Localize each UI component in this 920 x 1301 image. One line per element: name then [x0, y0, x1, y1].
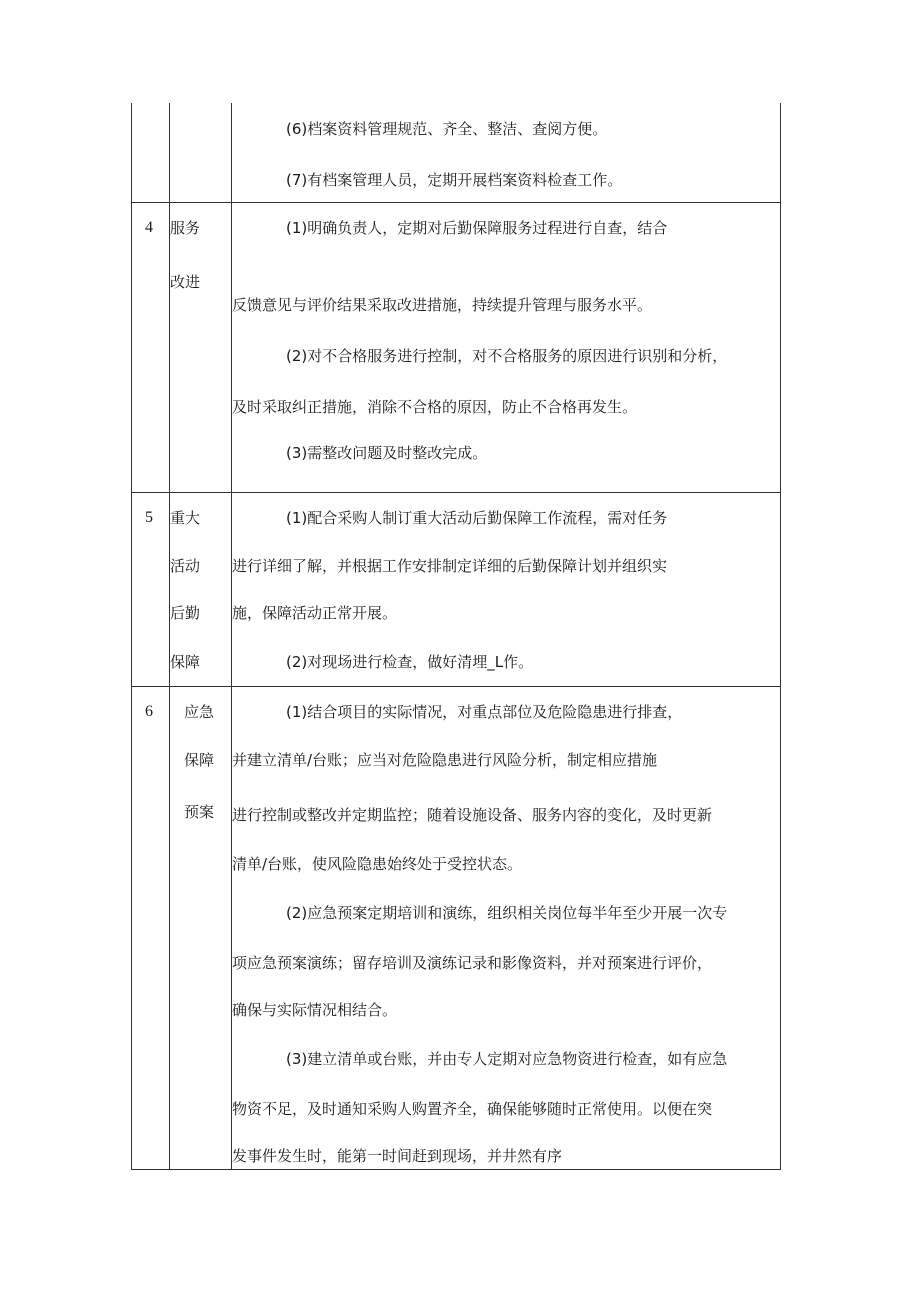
row-4-title-line-2: 改进 [170, 273, 201, 291]
row-6-line-8: (3)建立清单或台账，并由专人定期对应急物资进行检查，如有应急 [286, 1050, 728, 1068]
row-5-line-1: (1)配合采购人制订重大活动后勤保障工作流程，需对任务 [286, 509, 668, 527]
row-6-line-10: 发事件发生时，能第一时间赶到现场，并井然有序 [232, 1147, 563, 1165]
row-5-line-2: 进行详细了解，并根据工作安排制定详细的后勤保障计划并组织实 [232, 557, 668, 575]
row-4-line-2: 反馈意见与评价结果采取改进措施，持续提升管理与服务水平。 [232, 296, 653, 314]
row-6-line-3: 进行控制或整改并定期监控；随着设施设备、服务内容的变化，及时更新 [232, 806, 713, 824]
row-divider [132, 686, 780, 687]
row-continued-item-6: (6)档案资料管理规范、齐全、整洁、查阅方便。 [286, 120, 608, 138]
row-5-title-line-4: 保障 [170, 653, 201, 671]
row-4-number: 4 [145, 219, 153, 236]
row-6-line-6: 项应急预案演练；留存培训及演练记录和影像资料，并对预案进行评价， [232, 954, 713, 972]
row-5-line-3: 施，保障活动正常开展。 [232, 604, 398, 622]
row-6-line-4: 清单/台账，使风险隐患始终处于受控状态。 [232, 855, 523, 873]
row-4-line-1: (1)明确负责人，定期对后勤保障服务过程进行自查，结合 [286, 219, 668, 237]
row-5-title-line-1: 重大 [170, 509, 201, 527]
row-4-line-3: (2)对不合格服务进行控制，对不合格服务的原因进行识别和分析， [286, 347, 728, 365]
row-6-line-9: 物资不足，及时通知采购人购置齐全，确保能够随时正常使用。以便在突 [232, 1100, 713, 1118]
row-6-line-7: 确保与实际情况相结合。 [232, 1001, 398, 1019]
row-5-number: 5 [145, 509, 153, 526]
row-6-title-line-3: 预案 [184, 803, 215, 821]
row-6-line-2: 并建立清单/台账；应当对危险隐患进行风险分析，制定相应措施 [232, 751, 658, 769]
row-4-line-5: (3)需整改问题及时整改完成。 [286, 444, 488, 462]
row-6-line-5: (2)应急预案定期培训和演练，组织相关岗位每半年至少开展一次专 [286, 904, 728, 922]
row-divider [132, 202, 780, 203]
row-5-title-line-2: 活动 [170, 557, 201, 575]
column-divider-number [169, 103, 170, 1169]
requirements-table [131, 103, 781, 1170]
row-6-line-1: (1)结合项目的实际情况，对重点部位及危险隐患进行排查， [286, 703, 683, 721]
row-5-title-line-3: 后勤 [170, 604, 201, 622]
row-continued-item-7: (7)有档案管理人员，定期开展档案资料检查工作。 [286, 171, 623, 189]
row-4-line-4: 及时采取纠正措施，消除不合格的原因，防止不合格再发生。 [232, 398, 638, 416]
row-6-title-line-2: 保障 [184, 751, 215, 769]
row-4-title-line-1: 服务 [170, 219, 201, 237]
row-6-number: 6 [145, 703, 153, 720]
row-6-title-line-1: 应急 [184, 703, 215, 721]
row-5-line-4: (2)对现场进行检查，做好清埋_L作。 [286, 653, 534, 671]
row-divider [132, 492, 780, 493]
